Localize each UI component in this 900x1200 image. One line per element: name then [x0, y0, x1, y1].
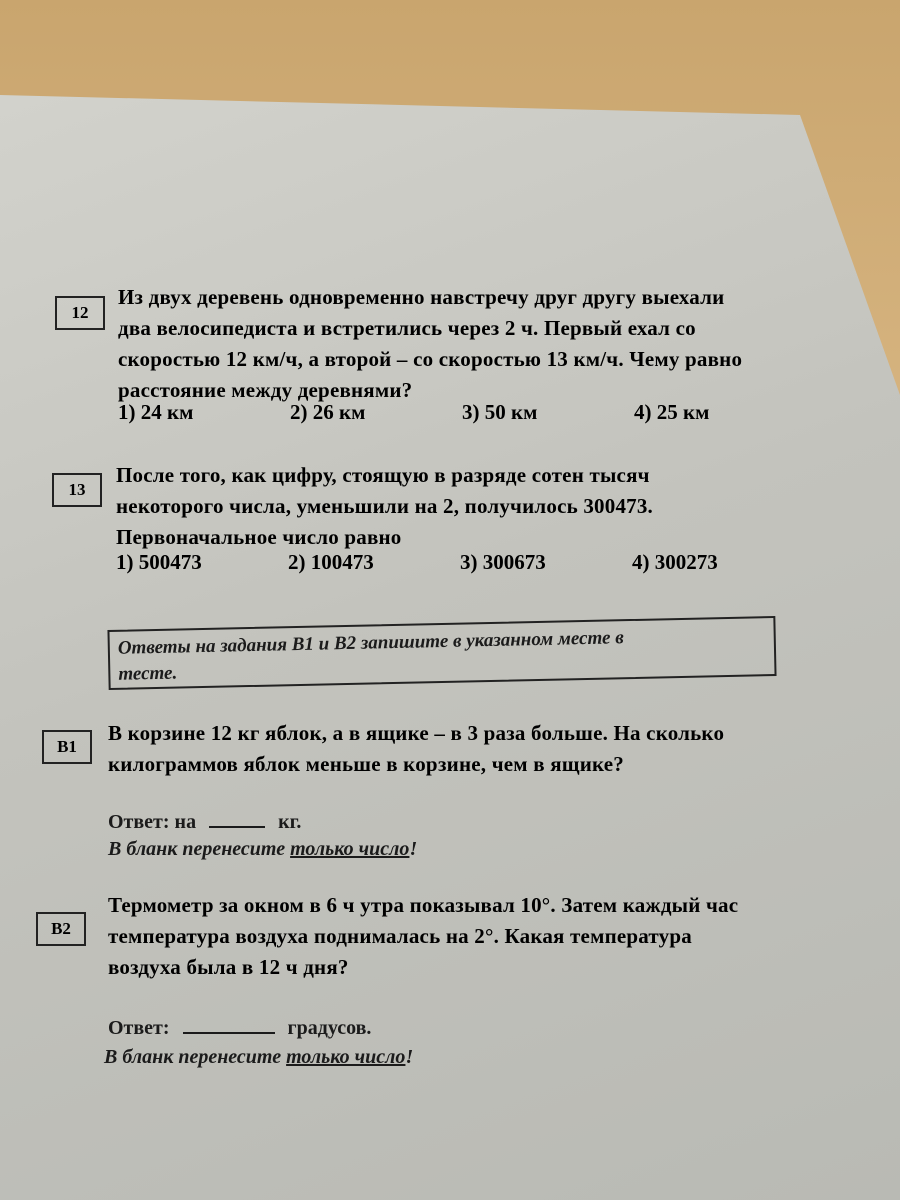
answer-label: Ответ:	[108, 1017, 170, 1039]
question-line: В корзине 12 кг яблок, а в ящике – в 3 раза больше. На сколько	[108, 721, 725, 745]
question-number: В1	[57, 737, 77, 756]
question-line: два велосипедиста и встретились через 2 ч. Первый ехал со	[118, 316, 696, 340]
question-number-box	[42, 730, 92, 764]
question-line: Первоначальное число равно	[116, 525, 402, 549]
question-line: Из двух деревень одновременно навстречу друг другу выехали	[118, 285, 725, 309]
question-line: расстояние между деревнями?	[118, 378, 413, 402]
transfer-end: !	[405, 1046, 414, 1068]
answer-blank[interactable]	[183, 1014, 275, 1034]
question-text	[108, 890, 776, 983]
answer-options	[118, 400, 806, 425]
question-number-box	[36, 912, 86, 946]
transfer-emphasis: только число	[290, 838, 410, 860]
question-line: некоторого числа, уменьшили на 2, получилось 300473.	[116, 494, 654, 518]
question-line: температура воздуха поднималась на 2°. Какая температура	[108, 924, 692, 948]
answer-row	[108, 808, 301, 834]
answer-option[interactable]: 4) 300273	[632, 550, 718, 574]
answer-option[interactable]: 1) 500473	[116, 550, 202, 574]
answer-label: Ответ: на	[108, 811, 197, 833]
answer-unit: градусов.	[287, 1017, 372, 1039]
transfer-instruction	[108, 838, 417, 861]
answer-option[interactable]: 2) 100473	[288, 550, 374, 574]
answer-blank[interactable]	[209, 808, 265, 828]
question-number: 12	[71, 303, 89, 322]
question-line: Термометр за окном в 6 ч утра показывал 10°. Затем каждый час	[108, 893, 739, 917]
transfer-text: В бланк перенесите	[108, 838, 291, 860]
answer-options	[116, 550, 804, 575]
question-text	[116, 460, 772, 553]
transfer-emphasis: только число	[286, 1046, 406, 1068]
question-number-box	[55, 296, 105, 330]
answer-option[interactable]: 2) 26 км	[290, 400, 366, 424]
transfer-text: В бланк перенесите	[104, 1046, 287, 1068]
answer-option[interactable]: 3) 300673	[460, 550, 546, 574]
question-number: 13	[68, 480, 86, 499]
question-line: скоростью 12 км/ч, а второй – со скоростью 13 км/ч. Чему равно	[118, 347, 743, 371]
transfer-end: !	[409, 838, 418, 860]
question-line: килограммов яблок меньше в корзине, чем в ящике?	[108, 752, 624, 776]
notice-line: Ответы на задания В1 и В2 запишите в указанном месте в	[117, 627, 624, 659]
question-number: В2	[51, 919, 71, 938]
transfer-instruction	[104, 1046, 413, 1069]
question-number-box	[52, 473, 102, 507]
answer-unit: кг.	[278, 811, 302, 833]
answer-row	[108, 1014, 371, 1040]
answer-option[interactable]: 3) 50 км	[462, 400, 538, 424]
question-text	[118, 282, 768, 406]
question-line: воздуха была в 12 ч дня?	[108, 955, 349, 979]
question-text	[108, 718, 780, 780]
question-line: После того, как цифру, стоящую в разряде сотен тысяч	[116, 463, 650, 487]
answer-option[interactable]: 4) 25 км	[634, 400, 710, 424]
answer-option[interactable]: 1) 24 км	[118, 400, 194, 424]
notice-line: тесте.	[118, 662, 178, 685]
